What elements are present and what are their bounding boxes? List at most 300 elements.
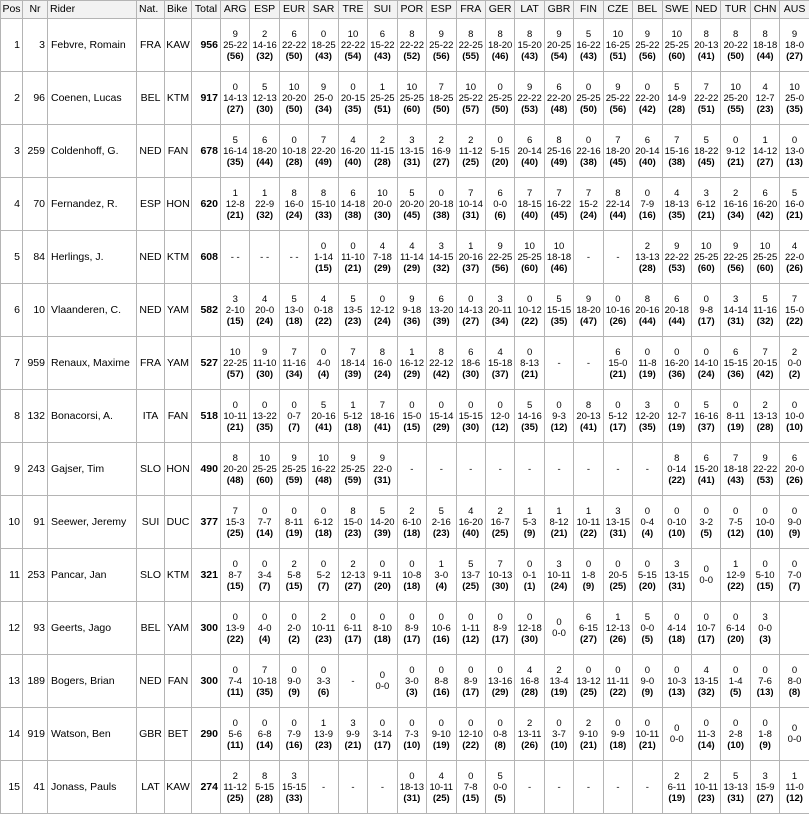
result-line: 13-9	[221, 623, 249, 634]
result-line: 22-25	[221, 358, 249, 369]
result-line: (6)	[486, 210, 514, 221]
result-line: (2)	[280, 634, 308, 645]
round-result-cell	[250, 761, 279, 814]
result-line: 0	[721, 400, 749, 411]
total-cell: 321	[192, 549, 221, 602]
result-line: 5	[250, 82, 278, 93]
result-line: 14-13	[221, 93, 249, 104]
result-line: (31)	[398, 793, 426, 804]
round-result-cell	[662, 72, 691, 125]
round-result-cell	[574, 178, 603, 231]
result-line: 16-14	[221, 146, 249, 157]
result-line: (35)	[515, 422, 543, 433]
header-round[interactable]: FRA	[456, 1, 485, 19]
round-result-cell	[692, 602, 721, 655]
result-line: (57)	[457, 104, 485, 115]
result-line: 9	[280, 453, 308, 464]
table-row	[1, 761, 809, 814]
result-line: 9	[486, 241, 514, 252]
round-result-cell	[780, 178, 809, 231]
header-round[interactable]: NED	[692, 1, 721, 19]
result-line: 5	[545, 294, 573, 305]
result-line: 0	[457, 400, 485, 411]
round-result-cell	[368, 496, 397, 549]
result-line: 22-9	[250, 199, 278, 210]
result-line: 15-15	[545, 305, 573, 316]
result-line: (48)	[221, 475, 249, 486]
result-line: 0	[545, 718, 573, 729]
result-line: (24)	[692, 369, 720, 380]
result-line: (32)	[692, 687, 720, 698]
round-result-cell	[750, 178, 779, 231]
result-line: 0	[751, 718, 779, 729]
round-result-cell	[544, 390, 573, 443]
header-round[interactable]: EUR	[279, 1, 308, 19]
round-result-cell	[221, 602, 250, 655]
result-line: (33)	[309, 210, 337, 221]
result-line: (29)	[398, 369, 426, 380]
result-line: 0	[309, 506, 337, 517]
round-result-cell	[603, 337, 632, 390]
result-line: 0	[515, 347, 543, 358]
result-line: 11-14	[398, 252, 426, 263]
result-line: 7-0	[780, 570, 808, 581]
result-line: 10	[309, 453, 337, 464]
result-line: (3)	[751, 634, 779, 645]
result-line: 18-18	[751, 40, 779, 51]
result-line: 7	[721, 453, 749, 464]
rider-cell: Herlings, J.	[48, 231, 137, 284]
result-line: (29)	[486, 687, 514, 698]
result-line: 0	[751, 665, 779, 676]
result-line: 20-20	[221, 464, 249, 475]
result-line: 7	[486, 559, 514, 570]
result-line: 0	[692, 506, 720, 517]
result-line: (15)	[398, 422, 426, 433]
result-line: 2	[515, 718, 543, 729]
result-line: 0-8	[486, 729, 514, 740]
result-line: 16-20	[751, 199, 779, 210]
result-line: 15-20	[515, 40, 543, 51]
result-line: (4)	[427, 581, 455, 592]
round-result-cell	[574, 549, 603, 602]
result-line: (16)	[427, 687, 455, 698]
header-round[interactable]: ARG	[221, 1, 250, 19]
result-line: 12-10	[457, 729, 485, 740]
header-round[interactable]: TUR	[721, 1, 750, 19]
result-line: 15-15	[280, 782, 308, 793]
round-result-cell	[544, 761, 573, 814]
result-line: 0	[515, 559, 543, 570]
result-line: (24)	[545, 581, 573, 592]
result-line: 3-14	[368, 729, 396, 740]
rider-cell: Renaux, Maxime	[48, 337, 137, 390]
result-line: 9-18	[398, 305, 426, 316]
result-line: (40)	[633, 157, 661, 168]
result-line: 7-7	[250, 517, 278, 528]
round-result-cell	[662, 19, 691, 72]
round-result-cell	[574, 284, 603, 337]
result-line: 7	[692, 82, 720, 93]
result-line: (36)	[398, 316, 426, 327]
result-line: 25-25	[250, 464, 278, 475]
nat-cell: BEL	[137, 72, 165, 125]
round-result-cell	[544, 602, 573, 655]
result-line: (60)	[663, 51, 691, 62]
bike-cell: FAN	[165, 655, 192, 708]
round-result-cell	[368, 602, 397, 655]
round-result-cell	[574, 125, 603, 178]
round-result-cell	[544, 231, 573, 284]
result-line: 10	[751, 241, 779, 252]
round-result-cell	[397, 284, 426, 337]
result-line: (20)	[486, 157, 514, 168]
result-line: 8-9	[486, 623, 514, 634]
result-line: 4	[780, 241, 808, 252]
result-line: 8	[309, 188, 337, 199]
result-line: (40)	[515, 157, 543, 168]
header-pos[interactable]: Pos	[1, 1, 23, 19]
header-round[interactable]: CHN	[750, 1, 779, 19]
result-line: 4	[309, 294, 337, 305]
round-result-cell	[279, 72, 308, 125]
header-round[interactable]: GBR	[544, 1, 573, 19]
round-result-cell	[338, 337, 367, 390]
result-line: (31)	[457, 210, 485, 221]
result-line: 6	[780, 453, 808, 464]
result-line: 12-8	[221, 199, 249, 210]
round-result-cell	[603, 549, 632, 602]
result-line: 8	[427, 347, 455, 358]
result-line: (41)	[368, 422, 396, 433]
header-round[interactable]: POR	[397, 1, 426, 19]
round-result-cell	[250, 284, 279, 337]
result-line: 20-5	[604, 570, 632, 581]
result-line: (60)	[692, 263, 720, 274]
result-line: 12-13	[604, 623, 632, 634]
round-result-cell	[485, 284, 514, 337]
header-round[interactable]: GER	[485, 1, 514, 19]
header-round[interactable]: TRE	[338, 1, 367, 19]
header-round[interactable]: BEL	[633, 1, 662, 19]
result-line: 0-0	[780, 358, 808, 369]
result-line: (24)	[280, 210, 308, 221]
result-line: 18-20	[574, 305, 602, 316]
header-round[interactable]: ESP	[250, 1, 279, 19]
result-line: (12)	[721, 528, 749, 539]
total-cell: 377	[192, 496, 221, 549]
header-round[interactable]: FIN	[574, 1, 603, 19]
result-line: 0	[221, 82, 249, 93]
round-result-cell	[250, 708, 279, 761]
result-line: 0	[780, 135, 808, 146]
result-line: 1	[515, 506, 543, 517]
result-line: (31)	[663, 581, 691, 592]
round-result-cell	[662, 708, 691, 761]
result-line: 8-8	[427, 676, 455, 687]
round-result-cell	[250, 231, 279, 284]
result-line: 2	[780, 347, 808, 358]
round-result-cell	[574, 19, 603, 72]
round-result-cell	[574, 443, 603, 496]
result-line: 7	[250, 665, 278, 676]
round-result-cell	[485, 125, 514, 178]
round-result-cell	[309, 178, 338, 231]
round-result-cell	[485, 19, 514, 72]
round-result-cell	[750, 655, 779, 708]
rider-cell: Coldenhoff, G.	[48, 125, 137, 178]
result-line: 13-15	[398, 146, 426, 157]
round-result-cell	[456, 125, 485, 178]
result-line: (23)	[427, 528, 455, 539]
result-line: 10	[250, 453, 278, 464]
result-line: (24)	[250, 316, 278, 327]
header-round[interactable]: SWE	[662, 1, 691, 19]
round-result-cell	[456, 761, 485, 814]
round-result-cell	[250, 125, 279, 178]
result-line: -	[545, 358, 573, 369]
result-line: 6	[692, 453, 720, 464]
result-line: 5	[368, 506, 396, 517]
result-line: (23)	[309, 634, 337, 645]
round-result-cell	[397, 125, 426, 178]
round-result-cell	[633, 337, 662, 390]
result-line: 2	[221, 771, 249, 782]
result-line: -	[545, 782, 573, 793]
result-line: 5	[692, 135, 720, 146]
nat-cell: SUI	[137, 496, 165, 549]
result-line: 7	[663, 135, 691, 146]
round-result-cell	[515, 125, 544, 178]
header-round[interactable]: SUI	[368, 1, 397, 19]
round-result-cell	[780, 390, 809, 443]
result-line: 11-3	[692, 729, 720, 740]
nr-cell: 189	[23, 655, 48, 708]
round-result-cell	[279, 284, 308, 337]
result-line: (15)	[309, 263, 337, 274]
result-line: 14-18	[339, 199, 367, 210]
round-result-cell	[633, 231, 662, 284]
result-line: 0	[574, 135, 602, 146]
result-line: (20)	[368, 581, 396, 592]
result-line: (35)	[221, 157, 249, 168]
round-result-cell	[515, 443, 544, 496]
total-cell: 300	[192, 655, 221, 708]
result-line: 0-0	[486, 782, 514, 793]
result-line: 10	[604, 29, 632, 40]
result-line: 10	[515, 241, 543, 252]
header-round[interactable]: LAT	[515, 1, 544, 19]
round-result-cell	[515, 72, 544, 125]
result-line: 0	[457, 294, 485, 305]
round-result-cell	[750, 549, 779, 602]
result-line: 4	[427, 771, 455, 782]
header-nat[interactable]: Nat.	[137, 1, 165, 19]
result-line: 10-14	[457, 199, 485, 210]
result-line: 1	[751, 135, 779, 146]
header-round[interactable]: AUS	[780, 1, 809, 19]
round-result-cell	[721, 178, 750, 231]
result-line: 13-0	[280, 305, 308, 316]
result-line: (8)	[486, 740, 514, 751]
result-line: 10-13	[486, 570, 514, 581]
result-line: 10-12	[515, 305, 543, 316]
round-result-cell	[456, 496, 485, 549]
result-line: 25-22	[604, 93, 632, 104]
header-round[interactable]: CZE	[603, 1, 632, 19]
result-line: 0	[663, 506, 691, 517]
result-line: (25)	[221, 528, 249, 539]
round-result-cell	[279, 655, 308, 708]
result-line: 13-4	[545, 676, 573, 687]
result-line: 9	[574, 294, 602, 305]
result-line: (4)	[250, 634, 278, 645]
result-line: 0	[398, 559, 426, 570]
header-total[interactable]: Total	[192, 1, 221, 19]
header-rider[interactable]: Rider	[48, 1, 137, 19]
round-result-cell	[750, 231, 779, 284]
result-line: 0	[721, 612, 749, 623]
result-line: 2	[250, 29, 278, 40]
round-result-cell	[574, 655, 603, 708]
result-line: (31)	[721, 793, 749, 804]
result-line: (25)	[457, 157, 485, 168]
result-line: 0	[250, 559, 278, 570]
result-line: 15-16	[663, 146, 691, 157]
round-result-cell	[780, 496, 809, 549]
result-line: 0-1	[515, 570, 543, 581]
result-line: 0	[280, 665, 308, 676]
pos-cell: 13	[1, 655, 23, 708]
round-result-cell	[368, 284, 397, 337]
result-line: 8	[250, 771, 278, 782]
round-result-cell	[456, 19, 485, 72]
nr-cell: 3	[23, 19, 48, 72]
result-line: 0	[486, 82, 514, 93]
nr-cell: 91	[23, 496, 48, 549]
result-line: 0-0	[780, 734, 808, 745]
result-line: (25)	[427, 793, 455, 804]
round-result-cell	[603, 390, 632, 443]
result-line: (29)	[398, 263, 426, 274]
result-line: 11-16	[751, 305, 779, 316]
result-line: 0	[280, 135, 308, 146]
round-result-cell	[515, 284, 544, 337]
result-line: 9-0	[280, 676, 308, 687]
result-line: 0	[250, 612, 278, 623]
result-line: 5-10	[751, 570, 779, 581]
result-line: 15-0	[398, 411, 426, 422]
round-result-cell	[221, 761, 250, 814]
result-line: 0	[574, 665, 602, 676]
result-line: 1	[604, 612, 632, 623]
result-line: (20)	[721, 634, 749, 645]
round-result-cell	[250, 178, 279, 231]
result-line: 3	[486, 294, 514, 305]
round-result-cell	[780, 284, 809, 337]
result-line: 13-16	[486, 676, 514, 687]
result-line: (44)	[250, 157, 278, 168]
result-line: (19)	[633, 369, 661, 380]
pos-cell: 5	[1, 231, 23, 284]
result-line: 20-20	[398, 199, 426, 210]
result-line: 5-6	[221, 729, 249, 740]
result-line: (4)	[309, 369, 337, 380]
result-line: (18)	[309, 528, 337, 539]
round-result-cell	[544, 19, 573, 72]
result-line: 13-0	[780, 146, 808, 157]
round-result-cell	[633, 655, 662, 708]
result-line: 0	[780, 400, 808, 411]
result-line: 12-0	[486, 411, 514, 422]
result-line: (51)	[368, 104, 396, 115]
result-line: (25)	[486, 528, 514, 539]
result-line: 15-0	[604, 358, 632, 369]
header-nr[interactable]: Nr	[23, 1, 48, 19]
result-line: 5	[721, 771, 749, 782]
table-row	[1, 443, 809, 496]
round-result-cell	[721, 284, 750, 337]
result-line: (3)	[398, 687, 426, 698]
result-line: 9	[721, 241, 749, 252]
round-result-cell	[279, 708, 308, 761]
result-line: 13-15	[604, 517, 632, 528]
rider-cell: Seewer, Jeremy	[48, 496, 137, 549]
round-result-cell	[368, 178, 397, 231]
round-result-cell	[662, 231, 691, 284]
header-round[interactable]: ESP	[427, 1, 456, 19]
result-line: (56)	[633, 51, 661, 62]
result-line: 5	[221, 135, 249, 146]
round-result-cell	[603, 125, 632, 178]
result-line: 13-22	[250, 411, 278, 422]
result-line: 11-12	[221, 782, 249, 793]
result-line: 25-25	[339, 464, 367, 475]
result-line: 0	[721, 506, 749, 517]
result-line: 3	[427, 241, 455, 252]
result-line: -	[604, 252, 632, 263]
result-line: 0	[398, 400, 426, 411]
header-round[interactable]: SAR	[309, 1, 338, 19]
nr-cell: 10	[23, 284, 48, 337]
result-line: 9	[427, 29, 455, 40]
result-line: (50)	[280, 104, 308, 115]
result-line: 0	[427, 612, 455, 623]
result-line: 0	[398, 771, 426, 782]
table-row	[1, 125, 809, 178]
result-line: 22-22	[663, 252, 691, 263]
result-line: 0	[457, 771, 485, 782]
result-line: (5)	[486, 793, 514, 804]
result-line: (34)	[486, 316, 514, 327]
round-result-cell	[515, 655, 544, 708]
round-result-cell	[515, 496, 544, 549]
round-result-cell	[750, 390, 779, 443]
result-line: 4	[368, 241, 396, 252]
result-line: 9	[339, 453, 367, 464]
result-line: 25-22	[457, 93, 485, 104]
header-bike[interactable]: Bike	[165, 1, 192, 19]
round-result-cell	[780, 549, 809, 602]
result-line: 4-0	[309, 358, 337, 369]
result-line: 6-12	[309, 517, 337, 528]
result-line: (59)	[339, 475, 367, 486]
round-result-cell	[603, 761, 632, 814]
result-line: 22-20	[633, 93, 661, 104]
result-line: 7	[221, 506, 249, 517]
result-line: 16-20	[457, 517, 485, 528]
round-result-cell	[368, 19, 397, 72]
